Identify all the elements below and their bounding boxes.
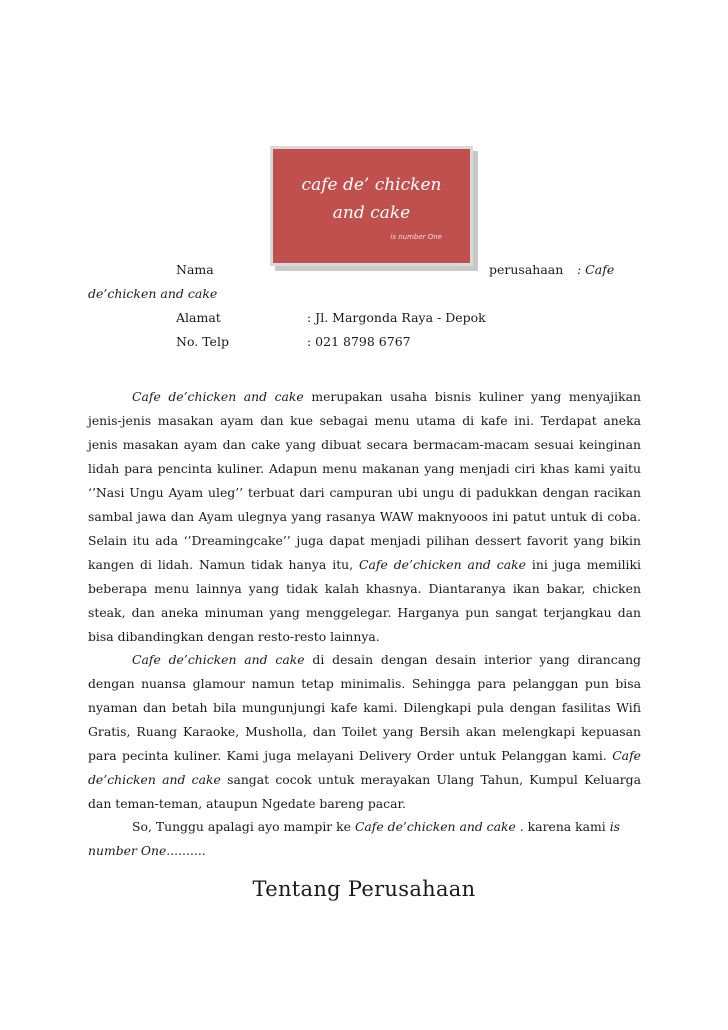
text-run: sangat cocok untuk merayakan Ulang Tahun, Kumpul Keluarga dan teman-teman, ataupun Ngedate bareng pacar. — [88, 772, 641, 811]
logo-tagline: is number One — [390, 233, 442, 241]
paragraph-3-text — [88, 815, 641, 863]
cafe-logo — [270, 146, 473, 266]
telp-label: No. Telp — [176, 334, 229, 349]
text-run: di desain dengan desain interior yang dirancang dengan nuansa glamour namun tetap minimalis. Sehingga para pelanggan pun bisa nyaman dan betah bila mungunjungi kafe kami. Dilengkapi pula dengan fasilitas Wifi Gratis, Ruang Karaoke, Musholla, dan Toilet yang Bersih akan melengkapi kepuasan para pecinta kuliner. Kami juga melayani Delivery Order untuk Pelanggan kami. — [88, 652, 641, 763]
text-run: . karena kami — [515, 819, 610, 834]
italic-run: Cafe de’chicken and cake — [88, 748, 641, 787]
logo-line-1: cafe de’ chicken — [301, 175, 442, 195]
perusahaan-label: perusahaan — [489, 262, 564, 277]
nama-value-start: : Cafe — [577, 262, 615, 277]
text-run: So, Tunggu apalagi ayo mampir ke — [132, 819, 355, 834]
paragraph-3 — [88, 815, 641, 863]
italic-run: Cafe de’chicken and cake — [132, 652, 305, 667]
paragraph-1-text — [88, 385, 641, 649]
alamat-label: Alamat — [176, 310, 221, 325]
nama-label: Nama — [176, 262, 214, 277]
italic-run: Cafe de’chicken and cake — [359, 557, 526, 572]
section-heading: Tentang Perusahaan — [252, 877, 476, 901]
text-run: merupakan usaha bisnis kuliner yang menyajikan jenis-jenis masakan ayam dan kue sebagai menu utama di kafe ini. Terdapat aneka jenis masakan ayam dan cake yang dibuat secara bermacam-macam sesuai keinginan lidah para pencinta kuliner. Adapun menu makanan yang menjadi ciri khas kami yaitu ‘’Nasi Ungu Ayam uleg’’ terbuat dari campuran ubi ungu di padukkan dengan racikan sambal jawa dan Ayam ulegnya yang rasanya WAW maknyooos ini patut untuk di coba. Selain itu ada ‘’Dreamingcake’’ juga dapat menjadi pilihan dessert favorit yang bikin kangen di lidah. Namun tidak hanya itu, — [88, 389, 641, 572]
nama-value-end: de’chicken and cake — [88, 286, 218, 301]
italic-run: is number One.......... — [88, 819, 621, 858]
paragraph-1 — [88, 385, 641, 649]
logo-line-2: and cake — [332, 203, 411, 223]
italic-run: Cafe de’chicken and cake — [132, 389, 304, 404]
paragraph-2-text — [88, 648, 641, 816]
italic-run: Cafe de’chicken and cake — [354, 819, 516, 834]
paragraph-2 — [88, 648, 641, 816]
telp-value: : 021 8798 6767 — [307, 334, 411, 349]
text-run: ini juga memiliki beberapa menu lainnya yang tidak kalah khasnya. Diantaranya ikan bakar, chicken steak, dan aneka minuman yang menggelegar. Harganya pun sangat terjangkau dan bisa dibandingkan dengan resto-resto lainnya. — [88, 557, 641, 644]
alamat-value: : Jl. Margonda Raya - Depok — [307, 310, 486, 325]
